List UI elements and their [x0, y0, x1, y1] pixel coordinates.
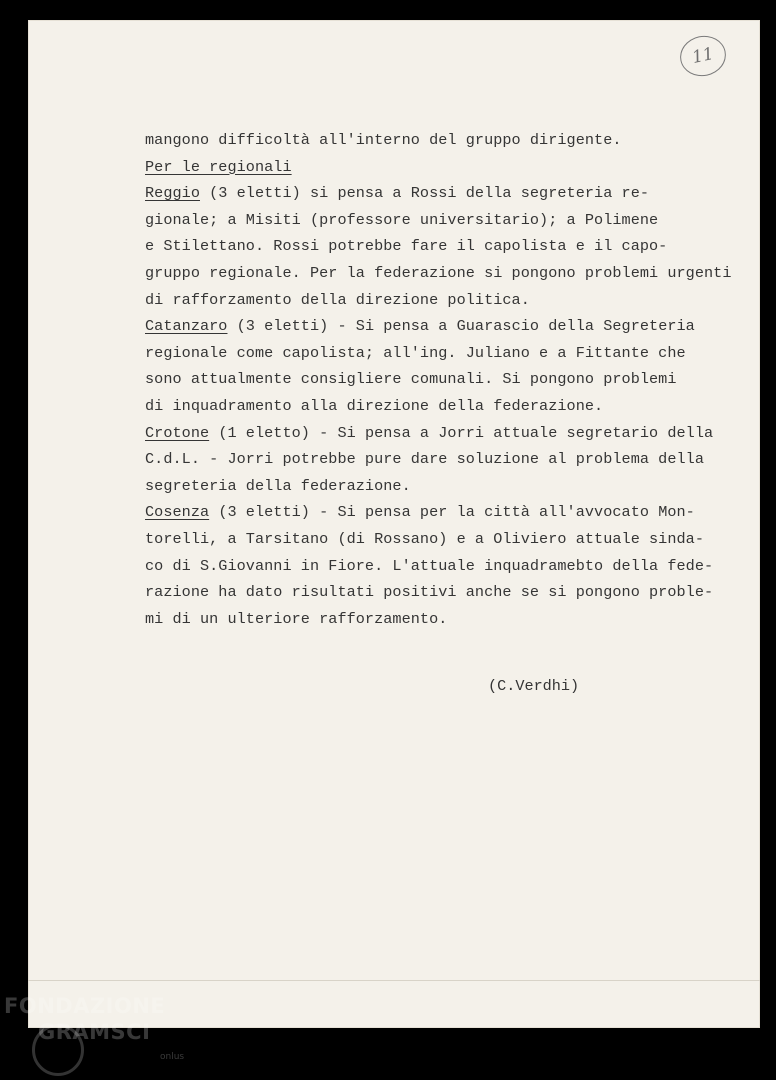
text-line: di inquadramento alla direzione della federazione.	[145, 396, 604, 415]
text-line: Reggio (3 eletti) si pensa a Rossi della segreteria re-	[145, 184, 650, 203]
text-line: gionale; a Misiti (professore universitario); a Polimene	[145, 210, 659, 229]
text-line: torelli, a Tarsitano (di Rossano) e a Oliviero attuale sinda-	[145, 529, 705, 548]
text-line: gruppo regionale. Per la federazione si pongono problemi urgenti	[145, 263, 732, 282]
place-heading-crotone: Crotone	[145, 423, 210, 442]
text-line: Crotone (1 eletto) - Si pensa a Jorri attuale segretario della	[145, 423, 714, 442]
place-heading-cosenza: Cosenza	[145, 503, 210, 522]
text-line: regionale come capolista; all'ing. Juliano e a Fittante che	[145, 343, 686, 362]
text-line: segreteria della federazione.	[145, 476, 411, 495]
text-line: C.d.L. - Jorri potrebbe pure dare soluzione al problema della	[145, 450, 705, 469]
signature: (C.Verdhi)	[488, 677, 580, 695]
page-number-stamp: 11	[676, 32, 729, 81]
place-heading-reggio: Reggio	[145, 184, 200, 203]
text-line: mi di un ulteriore rafforzamento.	[145, 609, 448, 628]
document-page	[28, 20, 760, 1028]
text-line: razione ha dato risultati positivi anche se si pongono proble-	[145, 583, 714, 602]
watermark-logo	[4, 994, 204, 1074]
document-body	[145, 127, 745, 632]
text-line: Cosenza (3 eletti) - Si pensa per la città all'avvocato Mon-	[145, 503, 695, 522]
text-line: sono attualmente consigliere comunali. Si pongono problemi	[145, 370, 677, 389]
section-heading: Per le regionali	[145, 157, 292, 176]
text-line: di rafforzamento della direzione politica.	[145, 290, 530, 309]
text-line: e Stilettano. Rossi potrebbe fare il capolista e il capo-	[145, 237, 668, 256]
text-line: Catanzaro (3 eletti) - Si pensa a Guarascio della Segreteria	[145, 317, 695, 336]
text-line: mangono difficoltà all'interno del gruppo dirigente.	[145, 131, 622, 149]
watermark-line2: GRAMSCI	[38, 1020, 151, 1044]
place-heading-catanzaro: Catanzaro	[145, 317, 228, 336]
watermark-sub: onlus	[160, 1052, 185, 1062]
text-line: co di S.Giovanni in Fiore. L'attuale inquadramebto della fede-	[145, 556, 714, 575]
page-fold-line	[28, 980, 760, 981]
watermark-line1: FONDAZIONE	[4, 994, 166, 1018]
